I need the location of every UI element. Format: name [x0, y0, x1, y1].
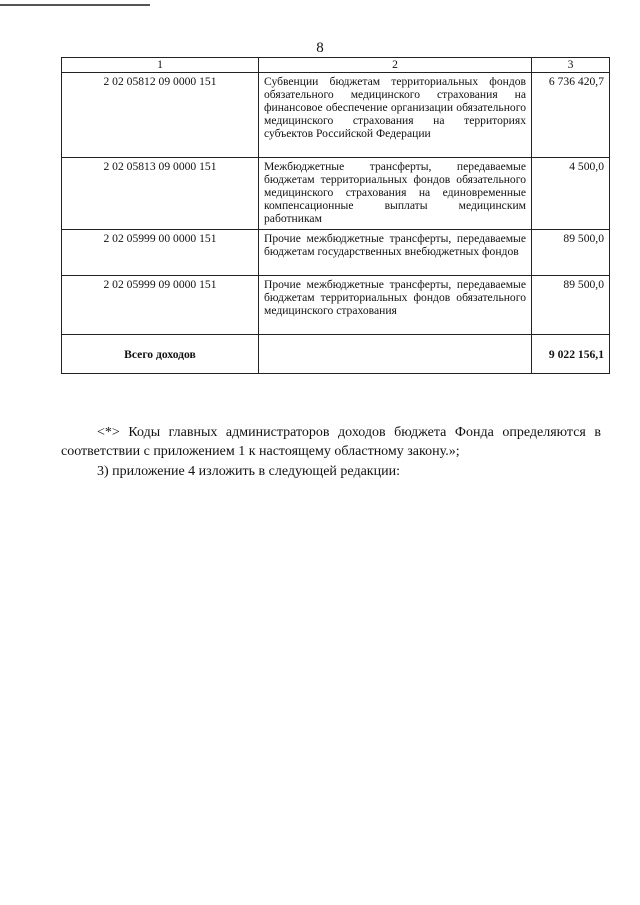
- table-row: [62, 276, 610, 335]
- scan-edge-line: [0, 4, 150, 6]
- total-label: Всего доходов: [62, 335, 259, 374]
- column-header-1: 1: [62, 58, 259, 73]
- revenue-description: Межбюджетные трансферты, передаваемые бюджетам территориальных фондов обязательного медицинского страхования на единовременные компенсационные выплаты медицинским работникам: [259, 158, 532, 230]
- total-amount: 9 022 156,1: [532, 335, 610, 374]
- table-header-row: [62, 58, 610, 73]
- revenue-amount: 6 736 420,7: [532, 73, 610, 158]
- revenue-table: [61, 57, 610, 374]
- revenue-code: 2 02 05812 09 0000 151: [62, 73, 259, 158]
- revenue-description: Субвенции бюджетам территориальных фондов обязательного медицинского страхования на финансовое обеспечение организации обязательного медицинского страхования на территориях субъектов Российской Федерации: [259, 73, 532, 158]
- footnote-paragraph: <*> Коды главных администраторов доходов бюджета Фонда определяются в соответствии с приложением 1 к настоящему областному закону.»;: [61, 425, 601, 459]
- page-number: 8: [316, 40, 324, 56]
- column-header-2: 2: [259, 58, 532, 73]
- total-empty-cell: [259, 335, 532, 374]
- revenue-description: Прочие межбюджетные трансферты, передаваемые бюджетам государственных внебюджетных фондов: [259, 230, 532, 276]
- revenue-code: 2 02 05999 00 0000 151: [62, 230, 259, 276]
- revenue-code: 2 02 05999 09 0000 151: [62, 276, 259, 335]
- table-row: [62, 158, 610, 230]
- item-3-paragraph: 3) приложение 4 изложить в следующей редакции:: [97, 464, 400, 479]
- revenue-code: 2 02 05813 09 0000 151: [62, 158, 259, 230]
- revenue-amount: 4 500,0: [532, 158, 610, 230]
- revenue-amount: 89 500,0: [532, 230, 610, 276]
- column-header-3: 3: [532, 58, 610, 73]
- revenue-description: Прочие межбюджетные трансферты, передаваемые бюджетам территориальных фондов обязательного медицинского страхования: [259, 276, 532, 335]
- total-row: [62, 335, 610, 374]
- revenue-amount: 89 500,0: [532, 276, 610, 335]
- table-row: [62, 230, 610, 276]
- table-row: [62, 73, 610, 158]
